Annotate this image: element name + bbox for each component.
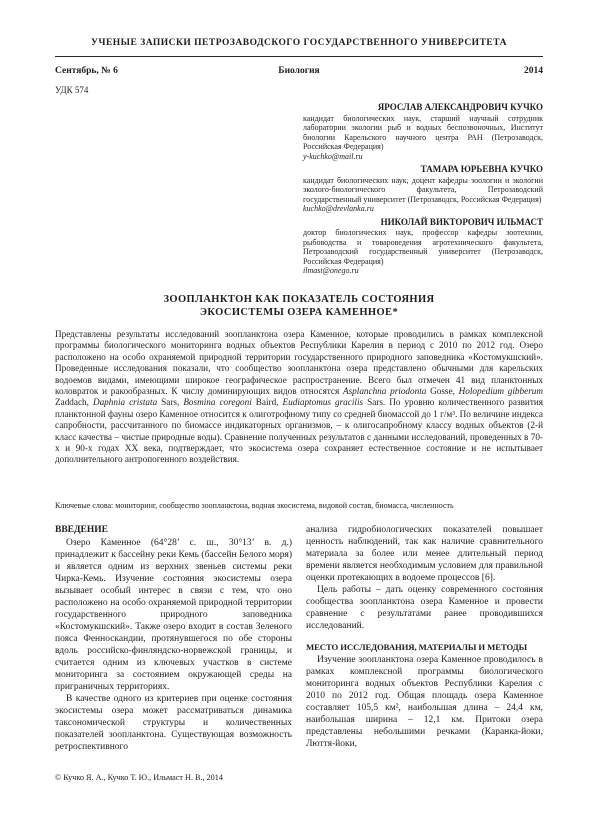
author-email: kuchko@drevlanka.ru <box>303 204 374 213</box>
introduction-paragraph: В качестве одного из критериев при оценке состояния экосистемы озера может рассматриваться динамика таксономической структуры и количественных показателей зоопланктона. Существующая возможность ретроспективного <box>55 694 292 752</box>
journal-name: УЧЕНЫЕ ЗАПИСКИ ПЕТРОЗАВОДСКОГО ГОСУДАРСТВЕННОГО УНИВЕРСИТЕТА <box>91 38 507 48</box>
abstract-text: Представлены результаты исследований зоопланктона озера Каменное, которые проводились в рамках комплексной программы биологического мониторинга водных объектов Республики Карелия в период с 2010 по 2012 год. Озеро расположено на особо охраняемой природной территории государственного природного заповедника «Костомукшский». Проведенные исследования показали, что сообщество зоопланктона озера представлено обычными для карельских водоемов видами, имеющими широкое географическое распространение. Всего был отмечен 41 вид планктонных коловраток и ракообразных. К числу доминирующих видов относятся <box>55 329 543 397</box>
section-label: Биология <box>278 66 320 76</box>
year-label: 2014 <box>524 66 543 76</box>
author-block <box>303 102 543 161</box>
author-email: ilmast@onego.ru <box>303 266 359 275</box>
abstract-text: Zaddach, <box>55 397 93 408</box>
abstract-text: Sars, <box>157 397 184 408</box>
methods-paragraph: Изучение зоопланктона озера Каменное проводилось в рамках комплексной программы биологического мониторинга водных объектов Республики Карелия с 2010 по 2012 год. Общая площадь озера Каменное составляет 105,5 км², наибольшая длина – 24,4 км, наибольшая ширина – 12,1 км. Притоки озера представлены небольшими речками (Каранка-йоки, Люття-йоки, <box>306 655 543 749</box>
body-paragraph: анализа гидробиологических показателей повышает ценность наблюдений, так как наличие сравнительного материала за более или менее длительный период времени является необходимым условием для правильной оценки протекающих в водоеме процессов [6]. <box>306 525 543 583</box>
species-name: Bosmina coregoni <box>183 397 252 408</box>
author-name: ТАМАРА ЮРЬЕВНА КУЧКО <box>420 164 543 174</box>
author-affiliation: кандидат биологических наук, доцент кафедры зоологии и экологии эколого-биологического факультета, Петрозаводский государственный университет (Петрозаводск, Российская Федерация) <box>303 175 543 204</box>
author-email: y-kuchko@mail.ru <box>303 151 363 161</box>
species-name: Asplanchna priodonta <box>342 386 427 397</box>
copyright-note: © Кучко Я. А., Кучко Т. Ю., Ильмаст Н. В., 2014 <box>55 773 223 782</box>
issue-row <box>55 66 543 78</box>
body-paragraph: Цель работы – дать оценку современного состояния сообщества зоопланктона озера Каменное и провести сравнение с результатами ранее проводившихся исследований. <box>306 585 543 631</box>
article-title-line2: ЭКОСИСТЕМЫ ОЗЕРА КАМЕННОЕ* <box>199 307 399 318</box>
author-block <box>303 164 543 214</box>
abstract <box>55 329 543 466</box>
species-name: Daphnia cristata <box>92 397 158 408</box>
udc-code: УДК 574 <box>55 85 89 95</box>
left-column <box>55 524 292 753</box>
abstract-text: Baird, <box>251 397 283 408</box>
article-title <box>55 293 543 319</box>
introduction-paragraph: Озеро Каменное (64°28’ с. ш., 30°13’ в. д.) принадлежит к бассейну реки Кемь (бассейн Белого моря) и является одним из верхних звеньев системы реки Чирка-Кемь. Изучение состояния экосистемы озера вызывает особый интерес в связи с тем, что оно расположено на особо охраняемой природной территории государственного природного заповедника «Костомукшский». Также озеро входит в состав Зеленого пояса Фенноскандии, протянувшегося по обе стороны вдоль российско-финляндско-норвежской границы, и считается одним из ключевых участков в системе мониторинга за состоянием окружающей среды на приграничных территориях. <box>55 538 292 692</box>
article-body <box>55 524 543 753</box>
abstract-text: Sars. По уровню количественного развития планктонной фауны озеро Каменное относится к олиготрофному типу со средней биомассой до 1 г/м³. По величине индекса сапробности, рассчитанного по биомассе индикаторных организмов, – к олигосапробному классу водных объектов (2-й класс качества – чистые природные воды). Сравнение полученных результатов с данными исследований, проведенных в 70-х и 90-х годах XX века, подтверждает, что экосистема озера сохраняет естественное состояние и не испытывает дополнительного антропогенного воздействия. <box>55 397 543 465</box>
introduction-heading: ВВЕДЕНИЕ <box>55 525 108 535</box>
methods-heading: МЕСТО ИССЛЕДОВАНИЯ, МАТЕРИАЛЫ И МЕТОДЫ <box>306 642 528 652</box>
author-name: ЯРОСЛАВ АЛЕКСАНДРОВИЧ КУЧКО <box>377 102 543 112</box>
species-name: Eudiaptomus gracilis <box>282 397 364 408</box>
abstract-text: Gosse, <box>426 386 459 397</box>
article-title-line1: ЗООПЛАНКТОН КАК ПОКАЗАТЕЛЬ СОСТОЯНИЯ <box>163 294 435 305</box>
masthead <box>55 37 543 95</box>
keywords-line: Ключевые слова: мониторинг, сообщество зоопланктона, водная экосистема, видовой состав, биомасса, численность <box>55 501 454 510</box>
author-block <box>303 217 543 276</box>
issue-label: Сентябрь, № 6 <box>55 66 118 76</box>
author-affiliation: кандидат биологических наук, старший научный сотрудник лаборатории экологии рыб и водных беспозвоночных, Институт биологии Карельского научного центра РАН (Петрозаводск, Российская Федерация) <box>303 113 543 151</box>
header-rule <box>55 56 543 57</box>
author-affiliation: доктор биологических наук, профессор кафедры зоотехнии, рыбоводства и товароведения агротехнического факультета, Петрозаводский государственный университет (Петрозаводск, Российская Федерация) <box>303 228 543 266</box>
species-name: Holopedium gibberum <box>458 386 543 397</box>
author-name: НИКОЛАЙ ВИКТОРОВИЧ ИЛЬМАСТ <box>380 216 543 227</box>
authors-block <box>303 102 543 279</box>
right-column <box>306 524 543 753</box>
